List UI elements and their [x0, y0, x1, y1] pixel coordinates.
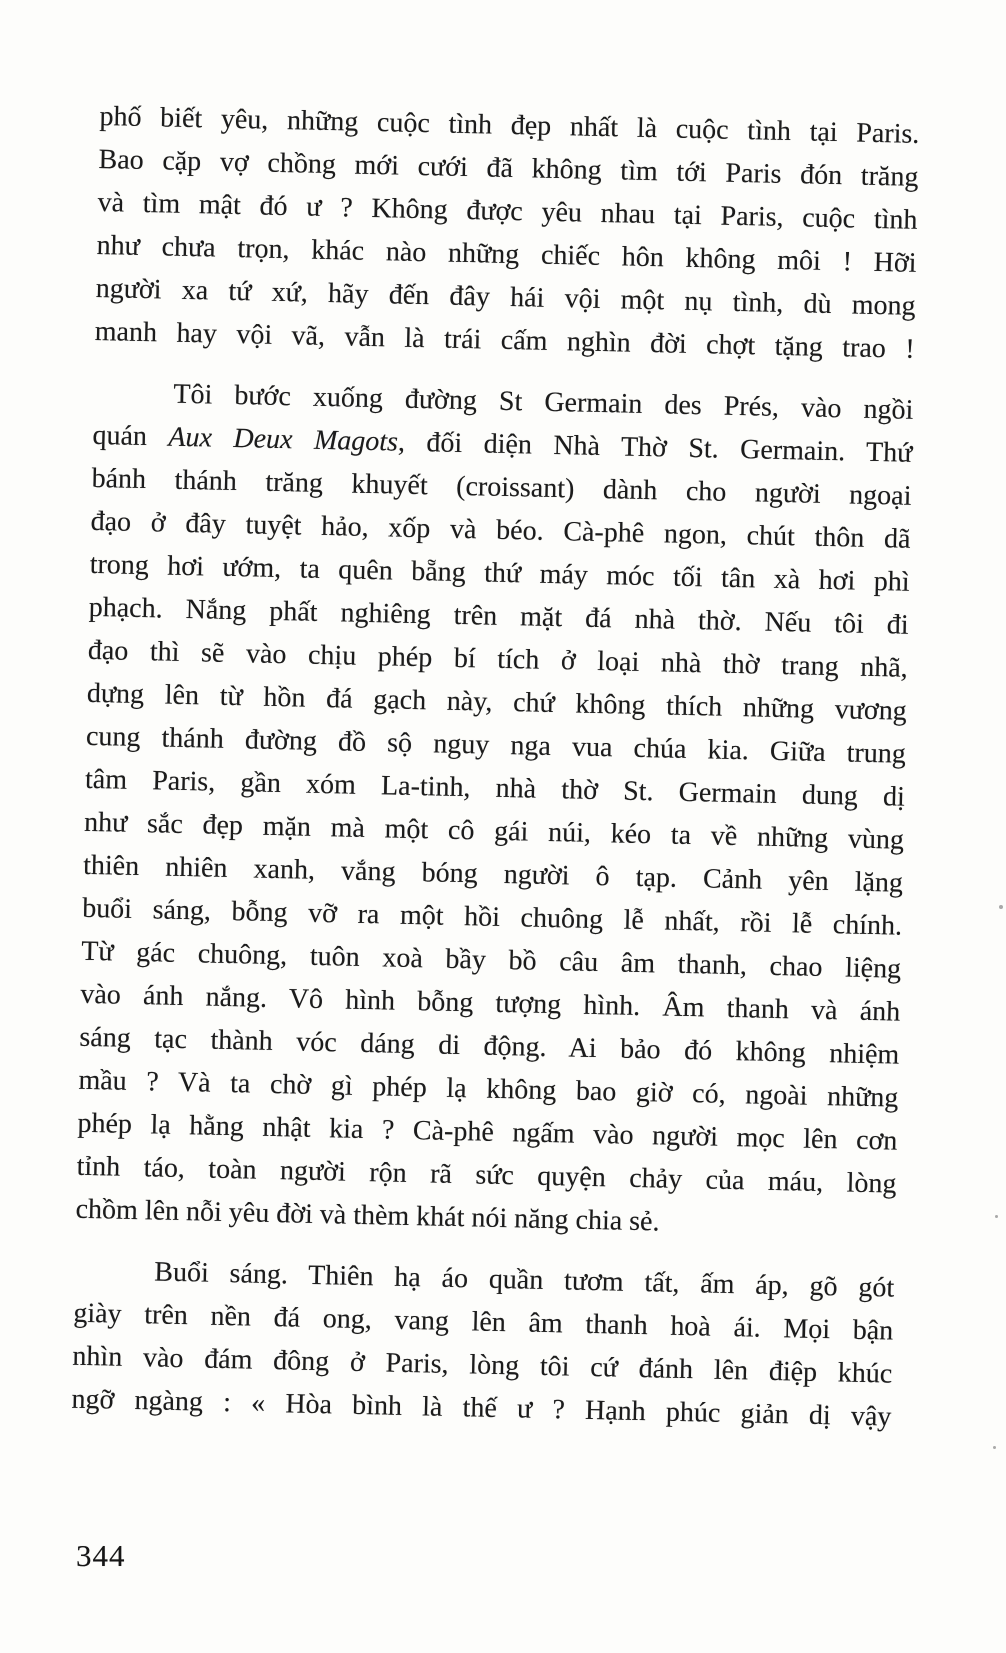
- text-line: phố biết yêu, những cuộc tình đẹp nhất là cuộc tình tại Paris.: [99, 100, 920, 150]
- text-line: dựng lên từ hồn đá gạch này, chứ không thích những vương: [86, 677, 908, 727]
- text-line: mầu ? Và ta chờ gì phép lạ không bao giờ có, ngoài những: [78, 1064, 899, 1114]
- text-run: , đối diện Nhà Thờ St. Germain. Thứ: [397, 426, 913, 469]
- text-line: buổi sáng, bỗng vỡ ra một hồi chuông lễ nhất, rồi lễ chính.: [81, 892, 903, 942]
- text-line: Bao cặp vợ chồng mới cưới đã không tìm tới Paris đón trăng: [98, 143, 919, 193]
- text-line: như sắc đẹp mặn mà một cô gái núi, kéo ta về những vùng: [83, 806, 905, 856]
- text-line: phạch. Nắng phất nghiêng trên mặt đá nhà thờ. Nếu tôi đi: [88, 591, 909, 641]
- text-line: người xa tứ xứ, hãy đến đây hái vội một nụ tình, dù mong: [95, 272, 916, 322]
- text-line: tâm Paris, gần xóm La-tinh, nhà thờ St. Germain dung dị: [84, 763, 906, 813]
- text-line: cung thánh đường đồ sộ nguy nga vua chúa kia. Giữa trung: [85, 720, 907, 770]
- text-line: manh hay vội vã, vẫn là trái cấm nghìn đời chợt tặng trao !: [94, 315, 915, 365]
- text-line: Buổi sáng. Thiên hạ áo quần tươm tất, ấm áp, gõ gót: [153, 1256, 895, 1304]
- paragraph: [94, 95, 919, 371]
- ink-speck: [999, 905, 1003, 909]
- text-line: chồm lên nỗi yêu đời và thèm khát nói năng chia sẻ.: [75, 1193, 660, 1238]
- text-block: [71, 95, 920, 1439]
- text-line: vào ánh nắng. Vô hình bỗng tượng hình. Âm thanh và ánh: [80, 978, 901, 1028]
- text-line: Từ gác chuông, tuôn xoà bầy bồ câu âm thanh, chao liệng: [80, 935, 902, 985]
- italic-text: Aux Deux Magots: [168, 421, 399, 458]
- text-line: tỉnh táo, toàn người rộn rã sức quyện chảy của máu, lòng: [76, 1150, 897, 1200]
- paragraph: [75, 371, 914, 1249]
- text-line: như chưa trọn, khác nào những chiếc hôn không môi ! Hỡi: [96, 229, 917, 279]
- text-line: trong hơi ướm, ta quên bẵng thứ máy móc tối tân xà hơi phì: [89, 548, 910, 598]
- text-run: quán: [92, 419, 169, 453]
- paragraph: [71, 1249, 895, 1439]
- ink-speck: [993, 1446, 996, 1449]
- text-line: và tìm mật đó ư ? Không được yêu nhau tại Paris, cuộc tình: [97, 186, 918, 236]
- text-line: phép lạ hằng nhật kia ? Cà-phê ngấm vào người mọc lên cơn: [77, 1107, 898, 1157]
- text-line: đạo ở đây tuyệt hảo, xốp và béo. Cà-phê ngon, chút thôn dã: [90, 505, 911, 555]
- text-line: sáng tạc thành vóc dáng di động. Ai bảo đó không nhiệm: [79, 1021, 900, 1071]
- text-line: giày trên nền đá ong, vang lên âm thanh hoà ái. Mọi bận: [73, 1297, 894, 1347]
- text-line: nhìn vào đám đông ở Paris, lòng tôi cứ đánh lên điệp khúc: [72, 1340, 893, 1390]
- text-line: Tôi bước xuống đường St Germain des Prés, vào ngồi: [173, 378, 914, 426]
- text-line: ngỡ ngàng : « Hòa bình là thế ư ? Hạnh phúc giản dị vậy: [71, 1383, 892, 1433]
- text-line: thiên nhiên xanh, vắng bóng người ô tạp. Cảnh yên lặng: [82, 849, 904, 899]
- ink-speck: [995, 1215, 998, 1218]
- text-line: bánh thánh trăng khuyết (croissant) dành cho người ngoại: [91, 462, 912, 512]
- text-line: đạo thì sẽ vào chịu phép bí tích ở loại nhà thờ trang nhã,: [87, 634, 909, 684]
- page-number: 344: [76, 1538, 126, 1573]
